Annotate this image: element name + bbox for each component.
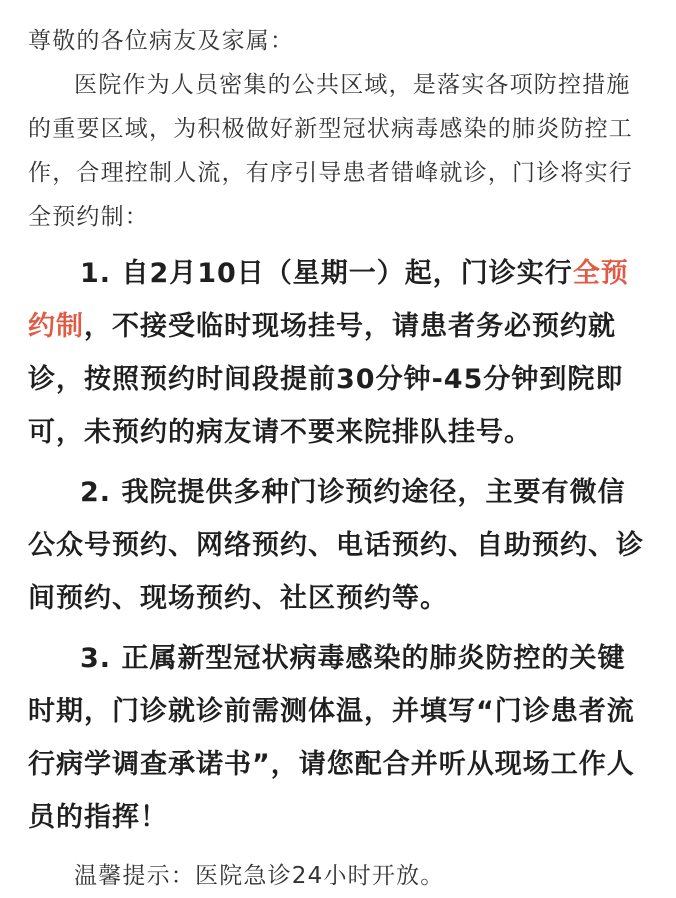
item-1-text-after: ，不接受临时现场挂号，请患者务必预约就诊，按照预约时间段提前30分钟-45分钟到院即可，未预约的病友请不要来院排队挂号。 [28, 311, 624, 448]
notice-item-3: 3. 正属新型冠状病毒感染的肺炎防控的关键时期，门诊就诊前需测体温，并填写“门诊患者流行病学调查承诺书”，请您配合并听从现场工作人员的指挥！ [28, 643, 635, 833]
item-1-text-before: 1. 自2月10日（星期一）起，门诊实行 [80, 258, 573, 289]
notice-item-1 [28, 247, 648, 459]
item-1-highlight: 全预约制 [28, 258, 629, 342]
intro-paragraph: 医院作为人员密集的公共区域，是落实各项防控措施的重要区域，为积极做好新型冠状病毒感染的肺炎防控工作，合理控制人流，有序引导患者错峰就诊，门诊将实行全预约制： [28, 72, 633, 230]
notice-item-2: 2. 我院提供多种门诊预约途径，主要有微信公众号预约、网络预约、电话预约、自助预约、诊间预约、现场预约、社区预约等。 [28, 477, 644, 614]
warm-tip: 温馨提示：医院急诊24小时开放。 [74, 863, 445, 889]
greeting-line: 尊敬的各位病友及家属： [28, 28, 295, 54]
